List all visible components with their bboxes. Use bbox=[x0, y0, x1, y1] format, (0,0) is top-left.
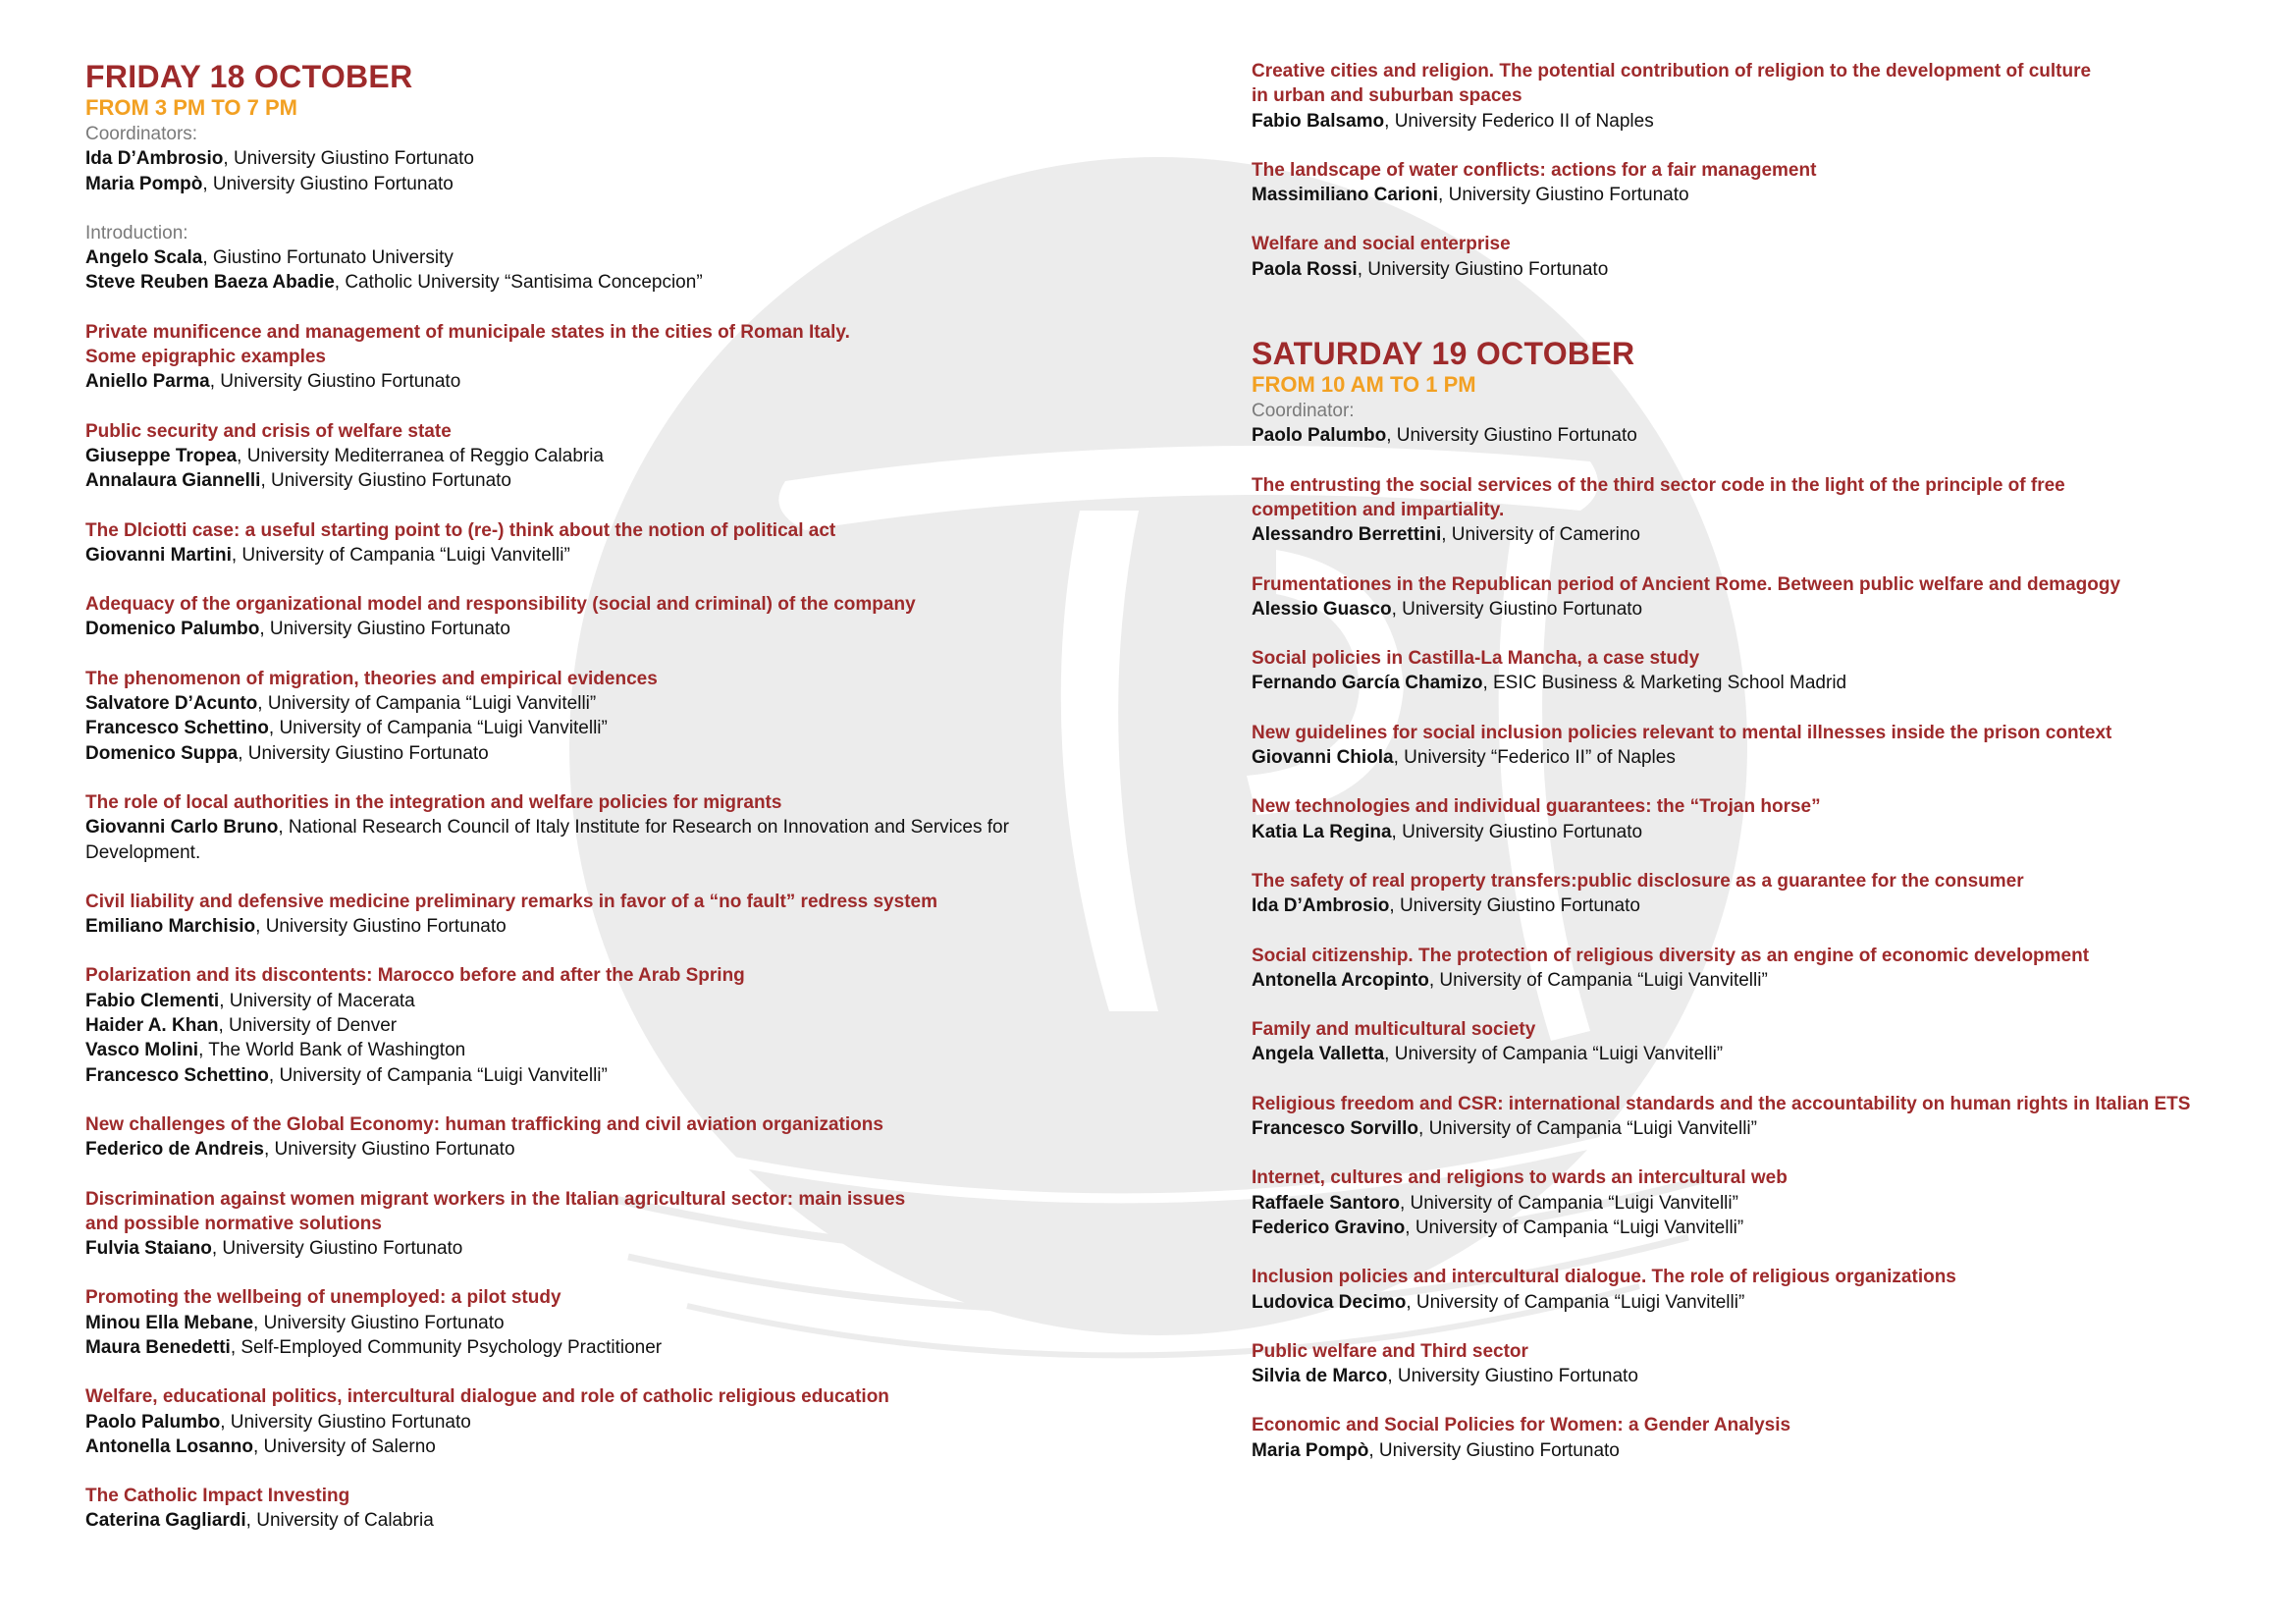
speaker-name: Maria Pompò bbox=[1252, 1439, 1369, 1461]
talk-entry bbox=[1252, 944, 2277, 994]
speaker-line bbox=[1252, 1438, 2277, 1463]
speaker-affiliation: , Giustino Fortunato University bbox=[202, 247, 454, 269]
coordinator-people bbox=[1252, 423, 2277, 448]
talk-title: Discrimination against women migrant workers in the Italian agricultural sector: main issues bbox=[85, 1188, 906, 1210]
saturday-time: FROM 10 AM TO 1 PM bbox=[1252, 372, 1476, 398]
friday-talk-list-continued bbox=[1252, 59, 2277, 282]
talk-entry bbox=[85, 518, 1126, 568]
speaker-affiliation: , University Giustino Fortunato bbox=[1386, 425, 1637, 447]
talk-title: The landscape of water conflicts: actions for a fair management bbox=[1252, 159, 1817, 181]
speaker-line bbox=[85, 1335, 1126, 1360]
speaker-affiliation: , University Giustino Fortunato bbox=[253, 1312, 505, 1333]
friday-coordinators bbox=[85, 122, 1126, 196]
speaker-affiliation: , University of Campania “Luigi Vanvitelli” bbox=[1384, 1044, 1724, 1065]
talk-title: Inclusion policies and intercultural dialogue. The role of religious organizations bbox=[1252, 1267, 1956, 1288]
talk-title: Economic and Social Policies for Women: a Gender Analysis bbox=[1252, 1415, 1791, 1436]
talk-entry bbox=[1252, 1017, 2277, 1067]
speaker-line bbox=[85, 1435, 1126, 1459]
speaker-name: Emiliano Marchisio bbox=[85, 916, 256, 938]
talk-entry bbox=[1252, 721, 2277, 771]
talk-entry bbox=[85, 1384, 1126, 1459]
speaker-line bbox=[85, 1311, 1126, 1335]
talk-entry bbox=[85, 1285, 1126, 1360]
speaker-name: Francesco Schettino bbox=[85, 718, 269, 739]
talk-entry bbox=[85, 963, 1126, 1087]
speaker-affiliation: , University Giustino Fortunato bbox=[1387, 1366, 1638, 1387]
talk-entry bbox=[1252, 1265, 2277, 1315]
coordinator-label: Coordinator: bbox=[1252, 401, 1355, 422]
speaker-line bbox=[1252, 820, 2277, 844]
talk-entry bbox=[1252, 1339, 2277, 1389]
talk-entry bbox=[1252, 59, 2277, 134]
speaker-affiliation: , University Giustino Fortunato bbox=[259, 619, 510, 640]
talk-entry bbox=[85, 1112, 1126, 1163]
talk-entry bbox=[85, 1484, 1126, 1534]
speaker-line bbox=[1252, 109, 2277, 134]
friday-talk-list bbox=[85, 320, 1126, 1534]
talk-entry bbox=[85, 592, 1126, 642]
speaker-line bbox=[85, 914, 1126, 939]
speaker-line bbox=[85, 369, 1126, 394]
speaker-name: Paola Rossi bbox=[1252, 258, 1358, 280]
speaker-line bbox=[85, 1063, 1126, 1088]
speaker-line bbox=[85, 617, 1126, 641]
talk-entry bbox=[1252, 1413, 2277, 1463]
talk-title-continued: Some epigraphic examples bbox=[85, 347, 326, 368]
talk-entry bbox=[85, 320, 1126, 395]
speaker-line bbox=[85, 1236, 1126, 1261]
speaker-name: Ida D’Ambrosio bbox=[85, 148, 224, 170]
speaker-name: Fabio Clementi bbox=[85, 990, 220, 1011]
speaker-name: Maura Benedetti bbox=[85, 1336, 231, 1358]
talk-title: The safety of real property transfers:public disclosure as a guarantee for the consumer bbox=[1252, 870, 2024, 892]
speaker-line bbox=[1252, 968, 2277, 993]
speaker-affiliation: , National Research Council of Italy Institute for Research on Innovation and Services for Development. bbox=[85, 817, 1009, 863]
talk-title: The entrusting the social services of the third sector code in the light of the principle of free bbox=[1252, 474, 2065, 496]
friday-column bbox=[85, 59, 1126, 1534]
talk-entry bbox=[85, 790, 1126, 865]
speaker-name: Maria Pompò bbox=[85, 173, 203, 194]
speaker-line bbox=[85, 245, 1126, 270]
talk-entry bbox=[1252, 1165, 2277, 1240]
speaker-name: Fernando García Chamizo bbox=[1252, 673, 1483, 694]
speaker-affiliation: , The World Bank of Washington bbox=[198, 1040, 466, 1061]
speaker-line bbox=[1252, 1191, 2277, 1216]
talk-title: Public welfare and Third sector bbox=[1252, 1340, 1528, 1362]
speaker-line bbox=[85, 1013, 1126, 1038]
speaker-affiliation: , University of Campania “Luigi Vanvitelli” bbox=[1405, 1217, 1744, 1238]
speaker-name: Massimiliano Carioni bbox=[1252, 185, 1439, 206]
speaker-line bbox=[1252, 597, 2277, 622]
speaker-line bbox=[1252, 671, 2277, 695]
saturday-coordinators bbox=[1252, 399, 2277, 449]
speaker-name: Paolo Palumbo bbox=[85, 1411, 221, 1433]
speaker-name: Giuseppe Tropea bbox=[85, 445, 238, 466]
speaker-line bbox=[85, 1410, 1126, 1435]
speaker-affiliation: , University Giustino Fortunato bbox=[1357, 258, 1609, 280]
speaker-name: Giovanni Martini bbox=[85, 544, 232, 566]
friday-time: FROM 3 PM TO 7 PM bbox=[85, 95, 297, 120]
speaker-name: Salvatore D’Acunto bbox=[85, 693, 258, 715]
talk-title: Promoting the wellbeing of unemployed: a pilot study bbox=[85, 1287, 561, 1309]
speaker-affiliation: , Catholic University “Santisima Concepcion” bbox=[334, 272, 703, 294]
speaker-affiliation: , University Giustino Fortunato bbox=[255, 916, 507, 938]
introduction-people bbox=[85, 245, 1126, 296]
speaker-line bbox=[85, 1038, 1126, 1062]
talk-title: Adequacy of the organizational model and responsibility (social and criminal) of the company bbox=[85, 594, 916, 616]
talk-title: Social citizenship. The protection of religious diversity as an engine of economic development bbox=[1252, 945, 2090, 966]
coordinators-label: Coordinators: bbox=[85, 124, 198, 144]
talk-title: Welfare, educational politics, intercultural dialogue and role of catholic religious education bbox=[85, 1386, 889, 1408]
speaker-affiliation: , University Giustino Fortunato bbox=[220, 1411, 471, 1433]
talk-title: The phenomenon of migration, theories and empirical evidences bbox=[85, 668, 658, 689]
speaker-line bbox=[1252, 423, 2277, 448]
speaker-affiliation: , University “Federico II” of Naples bbox=[1393, 747, 1676, 769]
talk-title: Public security and crisis of welfare state bbox=[85, 420, 452, 442]
speaker-line bbox=[1252, 893, 2277, 918]
speaker-name: Paolo Palumbo bbox=[1252, 425, 1387, 447]
talk-title-continued: in urban and suburban spaces bbox=[1252, 85, 1522, 107]
speaker-line bbox=[85, 468, 1126, 493]
speaker-name: Vasco Molini bbox=[85, 1040, 199, 1061]
speaker-line bbox=[1252, 1116, 2277, 1141]
speaker-name: Raffaele Santoro bbox=[1252, 1192, 1400, 1214]
speaker-line bbox=[1252, 183, 2277, 207]
speaker-line bbox=[1252, 257, 2277, 282]
speaker-affiliation: , University Mediterranea of Reggio Calabria bbox=[237, 445, 604, 466]
talk-entry bbox=[1252, 232, 2277, 282]
speaker-affiliation: , University Giustino Fortunato bbox=[1391, 598, 1643, 620]
talk-entry bbox=[85, 667, 1126, 766]
speaker-affiliation: , University Giustino Fortunato bbox=[211, 1238, 463, 1260]
speaker-affiliation: , University of Campania “Luigi Vanvitelli” bbox=[1406, 1291, 1745, 1313]
speaker-affiliation: , University Giustino Fortunato bbox=[1389, 895, 1640, 917]
speaker-name: Antonella Losanno bbox=[85, 1435, 253, 1457]
speaker-affiliation: , Self-Employed Community Psychology Practitioner bbox=[230, 1336, 663, 1358]
speaker-affiliation: , University Giustino Fortunato bbox=[238, 742, 489, 764]
talk-title: The role of local authorities in the integration and welfare policies for migrants bbox=[85, 791, 782, 813]
speaker-affiliation: , ESIC Business & Marketing School Madrid bbox=[1482, 673, 1847, 694]
speaker-affiliation: , University of Campania “Luigi Vanvitelli” bbox=[1428, 969, 1768, 991]
speaker-name: Federico Gravino bbox=[1252, 1217, 1406, 1238]
talk-entry bbox=[1252, 572, 2277, 623]
talk-title: Frumentationes in the Republican period of Ancient Rome. Between public welfare and demagogy bbox=[1252, 573, 2121, 595]
speaker-name: Aniello Parma bbox=[85, 371, 210, 393]
speaker-name: Minou Ella Mebane bbox=[85, 1312, 254, 1333]
talk-entry bbox=[85, 419, 1126, 494]
talk-title: Internet, cultures and religions to wards an intercultural web bbox=[1252, 1167, 1788, 1189]
speaker-affiliation: , University Giustino Fortunato bbox=[202, 173, 454, 194]
friday-introduction bbox=[85, 221, 1126, 296]
speaker-affiliation: , University of Campania “Luigi Vanvitelli” bbox=[231, 544, 570, 566]
speaker-affiliation: , University Federico II of Naples bbox=[1384, 110, 1654, 132]
speaker-affiliation: , University of Campania “Luigi Vanvitelli” bbox=[268, 1064, 608, 1086]
speaker-affiliation: , University of Salerno bbox=[253, 1435, 436, 1457]
talk-title: Private munificence and management of municipale states in the cities of Roman Italy. bbox=[85, 321, 850, 343]
talk-title: New challenges of the Global Economy: human trafficking and civil aviation organizations bbox=[85, 1113, 883, 1135]
talk-title: Family and multicultural society bbox=[1252, 1019, 1536, 1041]
speaker-line bbox=[85, 741, 1126, 766]
speaker-line bbox=[85, 716, 1126, 740]
speaker-affiliation: , University of Campania “Luigi Vanvitelli” bbox=[268, 718, 608, 739]
talk-title: The Catholic Impact Investing bbox=[85, 1486, 350, 1507]
talk-title: Religious freedom and CSR: international standards and the accountability on human rights in Italian ETS bbox=[1252, 1093, 2191, 1114]
speaker-line bbox=[85, 1137, 1126, 1162]
speaker-name: Haider A. Khan bbox=[85, 1015, 219, 1037]
talk-title: New technologies and individual guarantees: the “Trojan horse” bbox=[1252, 796, 1821, 818]
talk-entry bbox=[1252, 1092, 2277, 1142]
speaker-line bbox=[85, 989, 1126, 1013]
talk-title: Polarization and its discontents: Marocco before and after the Arab Spring bbox=[85, 965, 745, 987]
speaker-name: Domenico Suppa bbox=[85, 742, 239, 764]
speaker-name: Annalaura Giannelli bbox=[85, 470, 261, 492]
speaker-affiliation: , University of Campania “Luigi Vanvitelli” bbox=[1399, 1192, 1738, 1214]
speaker-affiliation: , University Giustino Fortunato bbox=[209, 371, 461, 393]
talk-entry bbox=[1252, 794, 2277, 844]
talk-entry bbox=[1252, 473, 2277, 548]
speaker-line bbox=[1252, 1042, 2277, 1066]
speaker-name: Alessandro Berrettini bbox=[1252, 524, 1442, 546]
speaker-line bbox=[1252, 1364, 2277, 1388]
speaker-affiliation: , University of Denver bbox=[218, 1015, 398, 1037]
saturday-talk-list bbox=[1252, 473, 2277, 1463]
speaker-name: Katia La Regina bbox=[1252, 821, 1392, 842]
speaker-name: Ludovica Decimo bbox=[1252, 1291, 1407, 1313]
speaker-affiliation: , University Giustino Fortunato bbox=[1368, 1439, 1620, 1461]
speaker-name: Francesco Schettino bbox=[85, 1064, 269, 1086]
speaker-line bbox=[85, 146, 1126, 171]
speaker-line bbox=[1252, 1290, 2277, 1315]
speaker-affiliation: , University of Campania “Luigi Vanvitelli” bbox=[257, 693, 597, 715]
coordinator-people bbox=[85, 146, 1126, 196]
talk-entry bbox=[85, 890, 1126, 940]
talk-entry bbox=[1252, 869, 2277, 919]
speaker-affiliation: , University of Macerata bbox=[219, 990, 415, 1011]
speaker-affiliation: , University of Camerino bbox=[1441, 524, 1640, 546]
speaker-line bbox=[85, 691, 1126, 716]
speaker-name: Giovanni Carlo Bruno bbox=[85, 817, 279, 839]
friday-title: FRIDAY 18 OCTOBER bbox=[85, 59, 413, 94]
speaker-name: Caterina Gagliardi bbox=[85, 1510, 246, 1532]
speaker-name: Angelo Scala bbox=[85, 247, 203, 269]
speaker-affiliation: , University Giustino Fortunato bbox=[260, 470, 511, 492]
speaker-line bbox=[85, 1508, 1126, 1533]
speaker-affiliation: , University Giustino Fortunato bbox=[1391, 821, 1643, 842]
speaker-name: Angela Valletta bbox=[1252, 1044, 1385, 1065]
right-column bbox=[1252, 59, 2277, 1463]
speaker-line bbox=[85, 172, 1126, 196]
speaker-affiliation: , University Giustino Fortunato bbox=[1438, 185, 1689, 206]
talk-title: Social policies in Castilla-La Mancha, a case study bbox=[1252, 648, 1700, 670]
talk-title: Civil liability and defensive medicine preliminary remarks in favor of a “no fault” redress system bbox=[85, 891, 937, 912]
talk-title-continued: competition and impartiality. bbox=[1252, 499, 1505, 520]
speaker-affiliation: , University Giustino Fortunato bbox=[263, 1139, 515, 1161]
speaker-name: Fabio Balsamo bbox=[1252, 110, 1385, 132]
speaker-name: Domenico Palumbo bbox=[85, 619, 260, 640]
saturday-section bbox=[1252, 336, 2277, 1463]
speaker-line bbox=[85, 444, 1126, 468]
speaker-name: Ida D’Ambrosio bbox=[1252, 895, 1390, 917]
speaker-line bbox=[85, 815, 1126, 865]
speaker-line bbox=[1252, 522, 2277, 547]
speaker-name: Alessio Guasco bbox=[1252, 598, 1392, 620]
introduction-label: Introduction: bbox=[85, 222, 188, 244]
speaker-name: Silvia de Marco bbox=[1252, 1366, 1388, 1387]
talk-title-continued: and possible normative solutions bbox=[85, 1213, 382, 1234]
talk-entry bbox=[85, 1187, 1126, 1262]
speaker-name: Antonella Arcopinto bbox=[1252, 969, 1429, 991]
speaker-affiliation: , University of Campania “Luigi Vanvitelli” bbox=[1418, 1118, 1757, 1140]
speaker-line bbox=[1252, 745, 2277, 770]
speaker-line bbox=[85, 543, 1126, 568]
talk-title: New guidelines for social inclusion policies relevant to mental illnesses inside the prison context bbox=[1252, 722, 2112, 743]
talk-entry bbox=[1252, 646, 2277, 696]
speaker-affiliation: , University of Calabria bbox=[245, 1510, 434, 1532]
talk-title: The Dlciotti case: a useful starting point to (re-) think about the notion of political act bbox=[85, 519, 836, 541]
saturday-title: SATURDAY 19 OCTOBER bbox=[1252, 336, 1635, 372]
speaker-name: Francesco Sorvillo bbox=[1252, 1118, 1419, 1140]
speaker-line bbox=[1252, 1216, 2277, 1240]
talk-entry bbox=[1252, 158, 2277, 208]
speaker-affiliation: , University Giustino Fortunato bbox=[223, 148, 474, 170]
speaker-name: Fulvia Staiano bbox=[85, 1238, 212, 1260]
speaker-name: Steve Reuben Baeza Abadie bbox=[85, 272, 335, 294]
speaker-name: Federico de Andreis bbox=[85, 1139, 264, 1161]
talk-title: Creative cities and religion. The potential contribution of religion to the development of culture bbox=[1252, 61, 2092, 81]
speaker-line bbox=[85, 270, 1126, 295]
talk-title: Welfare and social enterprise bbox=[1252, 234, 1511, 255]
speaker-name: Giovanni Chiola bbox=[1252, 747, 1394, 769]
